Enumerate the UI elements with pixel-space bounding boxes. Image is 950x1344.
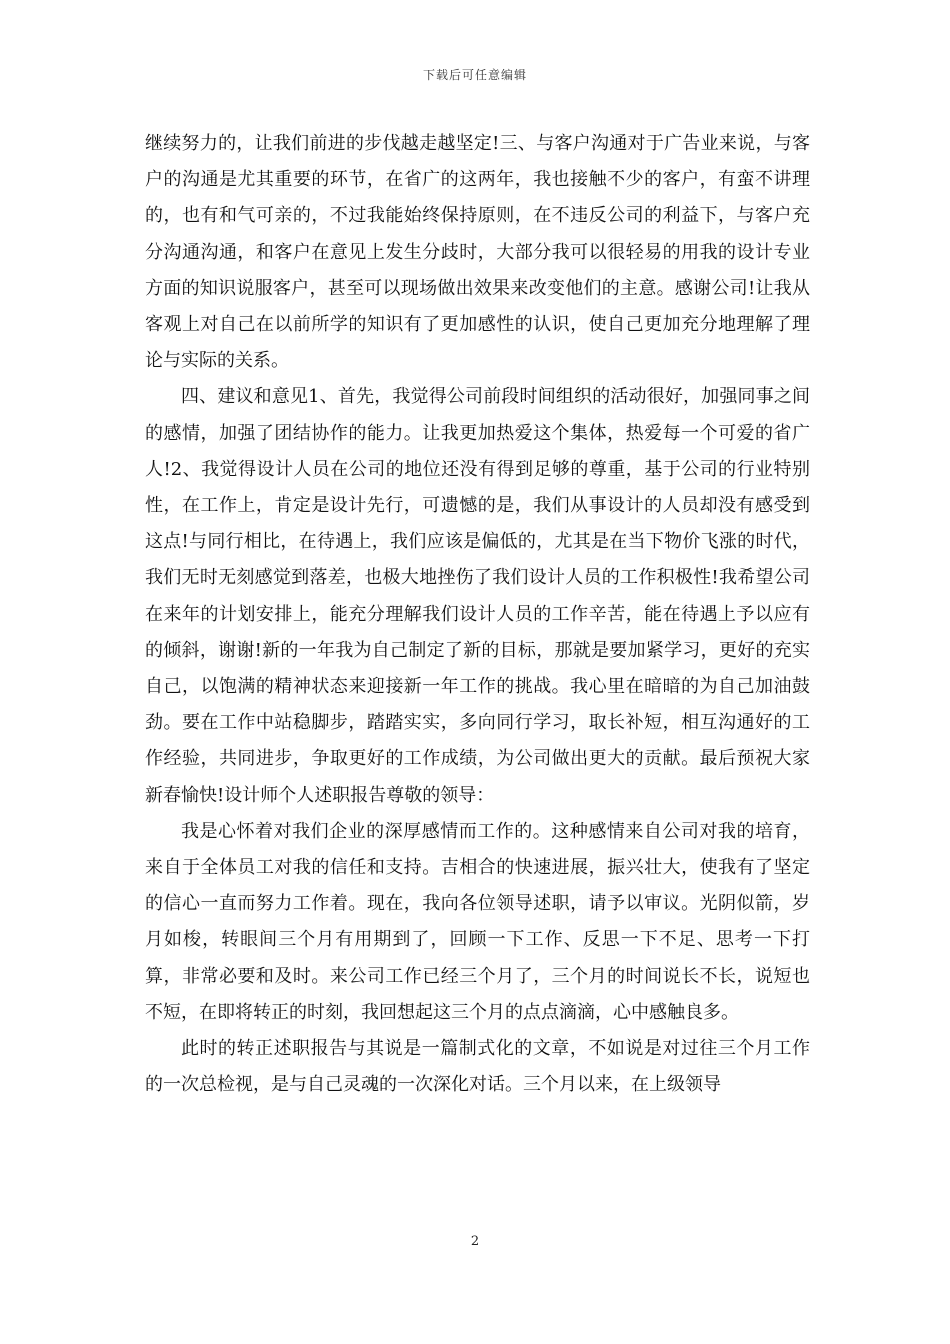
paragraph-1: 继续努力的，让我们前进的步伐越走越坚定!三、与客户沟通对于广告业来说，与客户的沟通是尤其重要的环节，在省广的这两年，我也接触不少的客户，有蛮不讲理的，也有和气可亲的，不过我能始终保持原则，在不违反公司的利益下，与客户充分沟通沟通，和客户在意见上发生分歧时，大部分我可以很轻易的用我的设计专业方面的知识说服客户，甚至可以现场做出效果来改变他们的主意。感谢公司!让我从客观上对自己在以前所学的知识有了更加感性的认识，使自己更加充分地理解了理论与实际的关系。 [145,133,810,372]
body-text [145,126,810,1103]
paragraph-4: 此时的转正述职报告与其说是一篇制式化的文章，不如说是对过往三个月工作的一次总检视，是与自己灵魂的一次深化对话。三个月以来，在上级领导 [145,1038,810,1096]
paragraph-2: 四、建议和意见1、首先，我觉得公司前段时间组织的活动很好，加强同事之间的感情，加强了团结协作的能力。让我更加热爱这个集体，热爱每一个可爱的省广人!2、我觉得设计人员在公司的地位还没有得到足够的尊重，基于公司的行业特别性，在工作上，肯定是设计先行，可遗憾的是，我们从事设计的人员却没有感受到这点!与同行相比，在待遇上，我们应该是偏低的，尤其是在当下物价飞涨的时代，我们无时无刻感觉到落差，也极大地挫伤了我们设计人员的工作积极性!我希望公司在来年的计划安排上，能充分理解我们设计人员的工作辛苦，能在待遇上予以应有的倾斜，谢谢!新的一年我为自己制定了新的目标，那就是要加紧学习，更好的充实自己，以饱满的精神状态来迎接新一年工作的挑战。我心里在暗暗的为自己加油鼓劲。要在工作中站稳脚步，踏踏实实，多向同行学习，取长补短，相互沟通好的工作经验，共同进步，争取更好的工作成绩，为公司做出更大的贡献。最后预祝大家新春愉快!设计师个人述职报告尊敬的领导： [145,386,810,806]
paragraph-3: 我是心怀着对我们企业的深厚感情而工作的。这种感情来自公司对我的培育，来自于全体员工对我的信任和支持。吉相合的快速进展，振兴壮大，使我有了坚定的信心一直而努力工作着。现在，我向各位领导述职，请予以审议。光阴似箭，岁月如梭，转眼间三个月有用期到了，回顾一下工作、反思一下不足、思考一下打算，非常必要和及时。来公司工作已经三个月了，三个月的时间说长不长，说短也不短，在即将转正的时刻，我回想起这三个月的点点滴滴，心中感触良多。 [145,820,810,1023]
page-header: 下载后可任意编辑 [422,68,527,82]
page-number: 2 [470,1234,480,1249]
